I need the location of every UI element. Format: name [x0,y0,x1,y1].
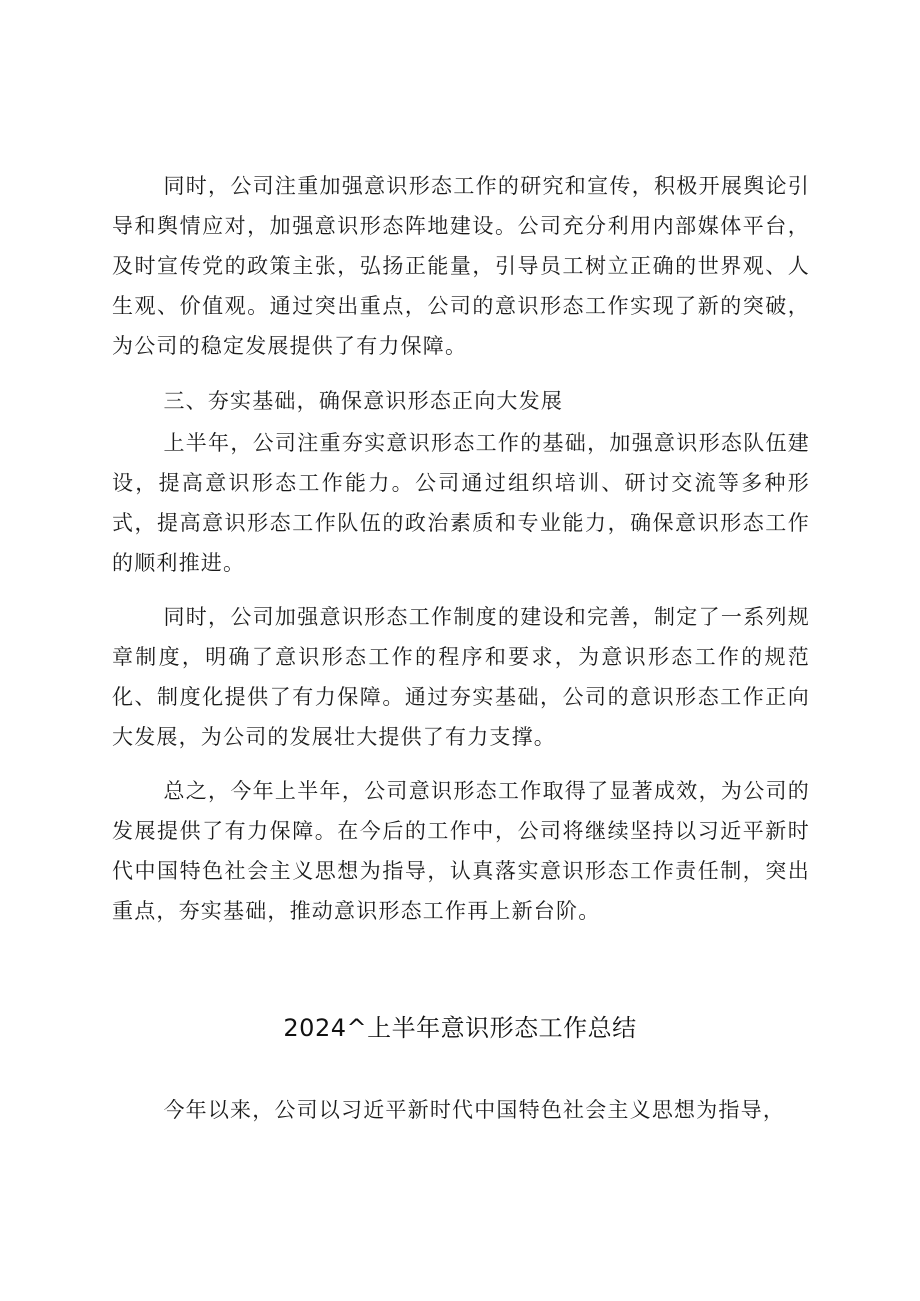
section-heading: 三、夯实基础，确保意识形态正向大发展 [163,389,564,413]
paragraph: 上半年，公司注重夯实意识形态工作的基础，加强意识形态队伍建设，提高意识形态工作能力。公司通过组织培训、研讨交流等多种形式，提高意识形态工作队伍的政治素质和专业能力，确保意识形态工作的顺利推进。 [112,431,810,575]
paragraph: 总之，今年上半年，公司意识形态工作取得了显著成效，为公司的发展提供了有力保障。在今后的工作中，公司将继续坚持以习近平新时代中国特色社会主义思想为指导，认真落实意识形态工作责任制，突出重点，夯实基础，推动意识形态工作再上新台阶。 [112,779,810,923]
section-three-body [112,423,810,583]
paragraph: 同时，公司加强意识形态工作制度的建设和完善，制定了一系列规章制度，明确了意识形态工作的程序和要求，为意识形态工作的规范化、制度化提供了有力保障。通过夯实基础，公司的意识形态工作正向大发展，为公司的发展壮大提供了有力支撑。 [112,605,810,749]
next-document-intro [112,1090,810,1130]
section-three-body-2 [112,597,810,757]
paragraph: 今年以来，公司以习近平新时代中国特色社会主义思想为指导， [163,1098,786,1122]
conclusion-body [112,771,810,931]
document-title: 2024^上半年意识形态工作总结 [283,1014,637,1042]
paragraph: 同时，公司注重加强意识形态工作的研究和宣传，积极开展舆论引导和舆情应对，加强意识形态阵地建设。公司充分利用内部媒体平台，及时宣传党的政策主张，弘扬正能量，引导员工树立正确的世界观、人生观、价值观。通过突出重点，公司的意识形态工作实现了新的突破，为公司的稳定发展提供了有力保障。 [112,174,810,358]
section-two-continuation [112,166,810,366]
